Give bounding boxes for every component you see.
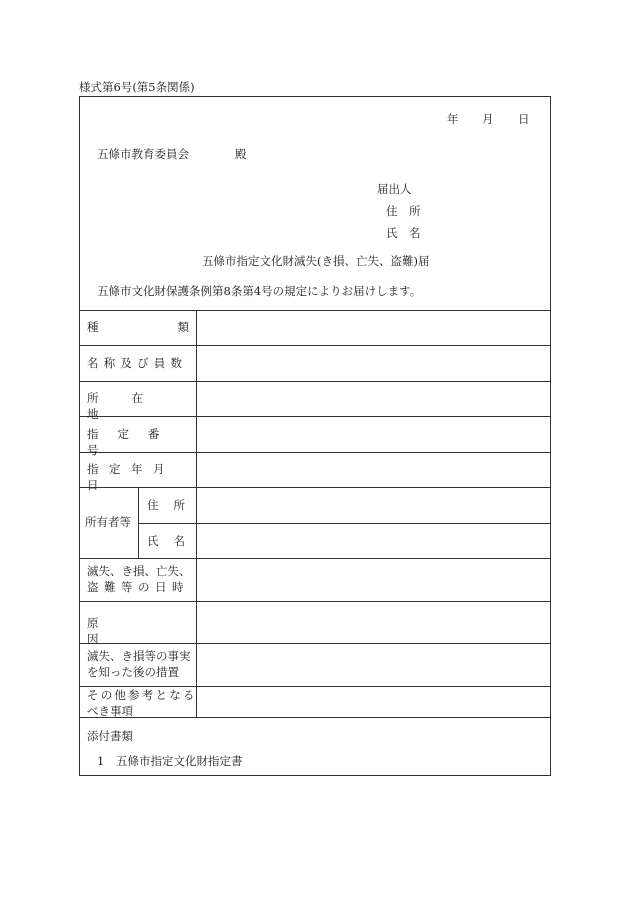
date-day: 日 [518,112,530,126]
form-frame [79,96,551,776]
addressee-name: 五條市教育委員会 [97,147,189,161]
label-location: 所在地 [87,391,176,421]
attachment-item-text: 五條市指定文化財指定書 [116,754,243,768]
label-owner-address: 住所 [147,498,200,512]
label-other [87,687,197,719]
label-owner: 所有者等 [85,515,131,529]
table-line [80,601,550,602]
document-title: 五條市指定文化財滅失(き損、亡失、盗難)届 [202,254,430,268]
label-other-line1: その他参考となる [87,688,197,702]
table-divider [138,487,139,558]
table-line [80,558,550,559]
label-incident-date [87,563,191,595]
submitter-address-label: 住 所 [386,204,421,218]
notice-statement: 五條市文化財保護条例第8条第4号の規定によりお届けします。 [97,284,422,298]
label-measures-line2: を知った後の措置 [87,665,179,679]
submitter-name-label: 氏 名 [386,226,421,240]
label-designation-date: 指定年月日 [87,462,175,492]
label-name-count: 名称及び員数 [87,356,188,370]
form-number-label: 様式第6号(第5条関係) [79,80,195,94]
table-divider [196,310,197,717]
label-incident-date-line2: 盗難等の日時 [87,580,189,594]
attachment-item-number: 1 [97,754,105,768]
label-measures [87,648,191,680]
addressee-honorific: 殿 [235,147,247,161]
label-measures-line1: 滅失、き損等の事実 [87,649,191,663]
date-month: 月 [482,112,494,126]
label-incident-date-line1: 滅失、き損、亡失、 [87,564,191,578]
label-type-text-char-1: 類 [177,320,189,334]
label-owner-name: 氏名 [147,534,200,548]
label-type [87,319,189,335]
label-cause: 原因 [87,616,176,646]
submitter-label: 届出人 [377,182,412,196]
label-designation-number: 指定番号 [87,427,179,457]
table-line [80,310,550,311]
table-line [80,381,550,382]
table-line [138,523,550,524]
table-line [80,345,550,346]
label-other-line2: べき事項 [87,704,133,718]
attachments-heading: 添付書類 [87,729,133,743]
date-year: 年 [447,112,459,126]
label-type-text-char-0: 種 [87,320,99,334]
